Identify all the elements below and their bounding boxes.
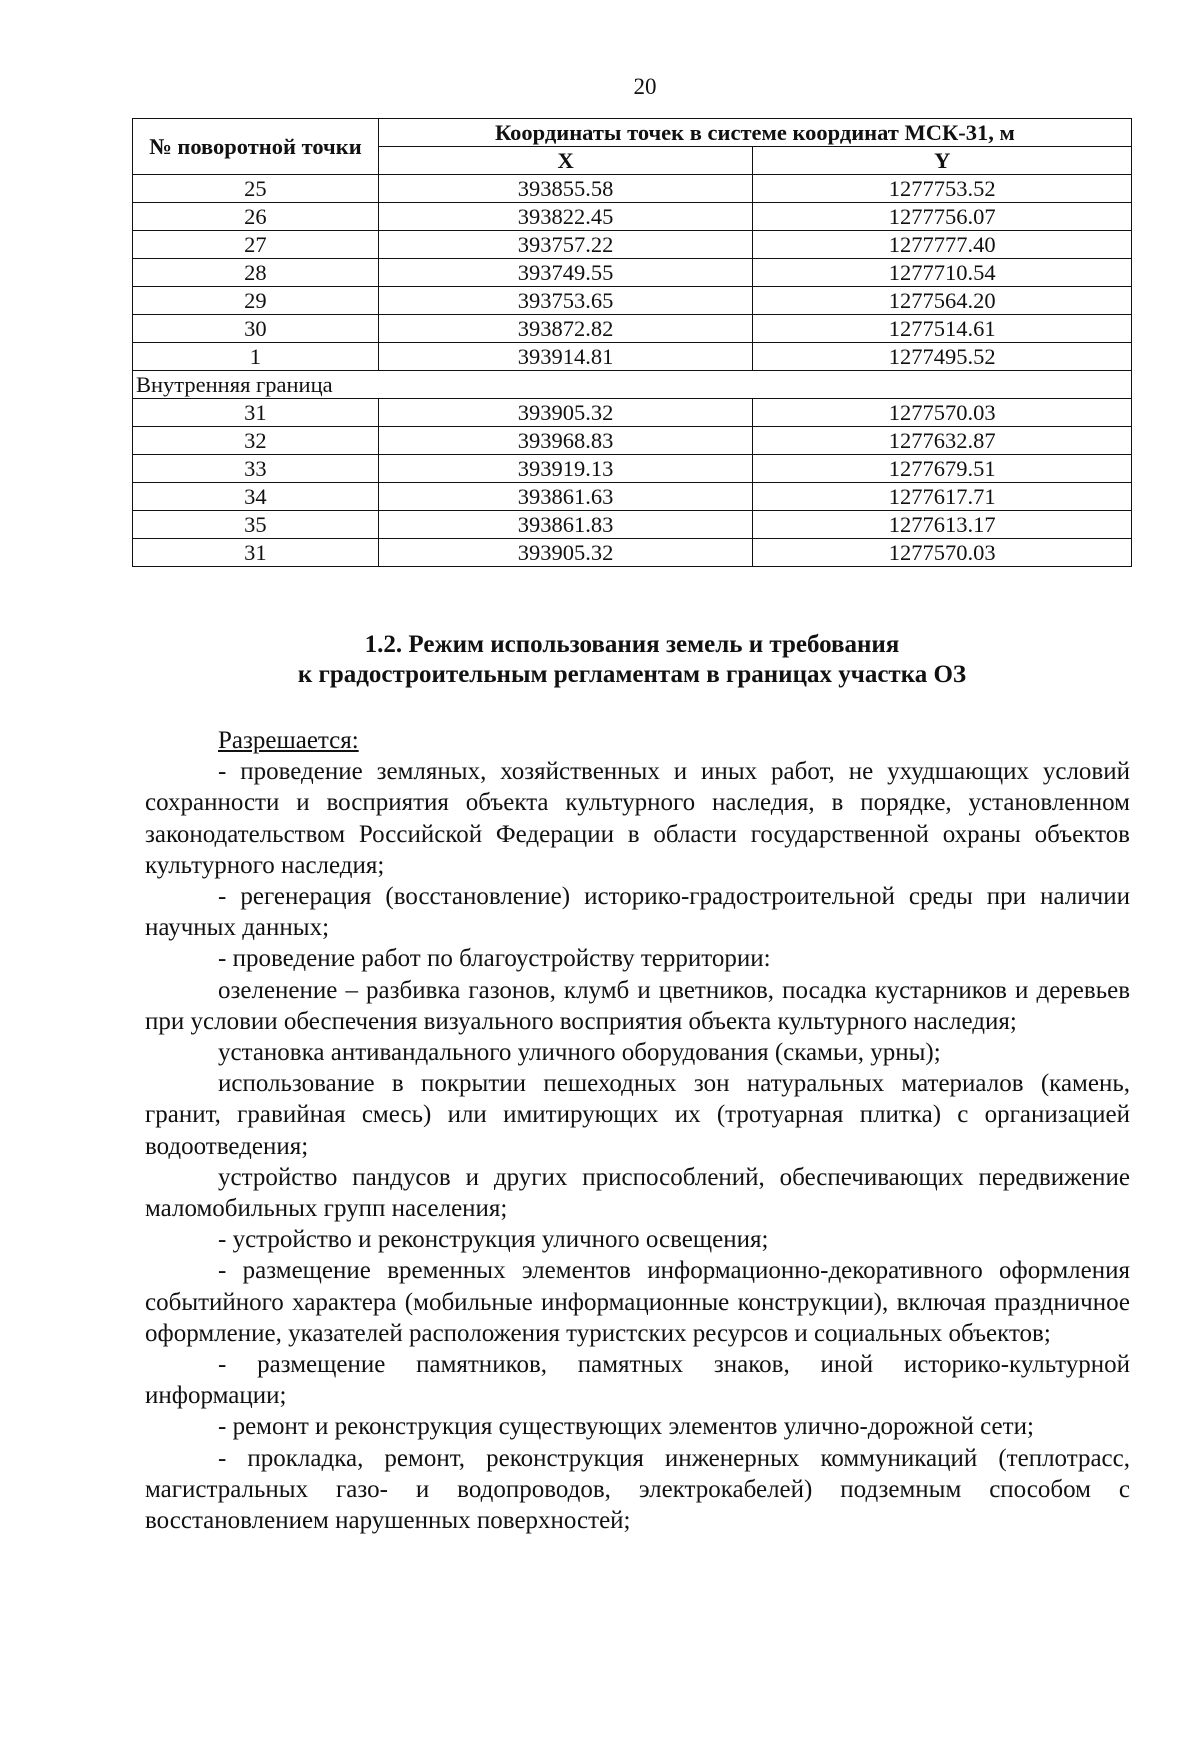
table-row bbox=[133, 427, 1132, 455]
paragraph: - проведение работ по благоустройству территории: bbox=[218, 945, 771, 973]
cell-point: 25 bbox=[133, 175, 379, 203]
cell-y: 1277710.54 bbox=[753, 259, 1132, 287]
cell-y: 1277570.03 bbox=[753, 539, 1132, 567]
paragraph: - ремонт и реконструкция существующих элементов улично-дорожной сети; bbox=[218, 1413, 1034, 1441]
cell-x: 393905.32 bbox=[378, 539, 753, 567]
header-x: X bbox=[378, 147, 753, 175]
cell-point: 31 bbox=[133, 399, 379, 427]
cell-x: 393914.81 bbox=[378, 343, 753, 371]
cell-point: 31 bbox=[133, 539, 379, 567]
section-title-line: 1.2. Режим использования земель и требования bbox=[364, 631, 900, 658]
section-title bbox=[132, 630, 1132, 690]
cell-y: 1277679.51 bbox=[753, 455, 1132, 483]
cell-point: 30 bbox=[133, 315, 379, 343]
cell-x: 393749.55 bbox=[378, 259, 753, 287]
cell-x: 393861.63 bbox=[378, 483, 753, 511]
paragraph: - проведение земляных, хозяйственных и иных работ, не ухудшающих условий сохранности и восприятия объекта культурного наследия, в порядке, установленном законодательством Российской Федерации в области государственной охраны объектов культурного наследия; bbox=[145, 758, 1130, 879]
cell-y: 1277756.07 bbox=[753, 203, 1132, 231]
paragraph: озеленение – разбивка газонов, клумб и цветников, посадка кустарников и деревьев при условии обеспечения визуального восприятия объекта культурного наследия; bbox=[145, 976, 1130, 1035]
table-row bbox=[133, 175, 1132, 203]
body-text bbox=[145, 725, 1130, 1536]
paragraph: - прокладка, ремонт, реконструкция инженерных коммуникаций (теплотрасс, магистральных газо- и водопроводов, электрокабелей) подземным способом с восстановлением нарушенных поверхностей; bbox=[145, 1444, 1130, 1535]
cell-y: 1277570.03 bbox=[753, 399, 1132, 427]
cell-y: 1277613.17 bbox=[753, 511, 1132, 539]
table-row bbox=[133, 539, 1132, 567]
cell-point: 34 bbox=[133, 483, 379, 511]
cell-y: 1277777.40 bbox=[753, 231, 1132, 259]
cell-point: 29 bbox=[133, 287, 379, 315]
section-title-line: к градостроительным регламентам в границах участка ОЗ bbox=[297, 661, 967, 688]
page-number: 20 bbox=[633, 74, 657, 99]
paragraph: устройство пандусов и других приспособлений, обеспечивающих передвижение маломобильных групп населения; bbox=[145, 1163, 1130, 1223]
table-row bbox=[133, 315, 1132, 343]
permitted-heading: Разрешается: bbox=[218, 727, 359, 754]
cell-x: 393861.83 bbox=[378, 511, 753, 539]
table-group-row bbox=[133, 371, 1132, 399]
header-y: Y bbox=[753, 147, 1132, 175]
cell-x: 393753.65 bbox=[378, 287, 753, 315]
cell-point: 32 bbox=[133, 427, 379, 455]
cell-x: 393757.22 bbox=[378, 231, 753, 259]
paragraph: - размещение памятников, памятных знаков, иной историко-культурной информации; bbox=[145, 1351, 1130, 1410]
paragraph: - регенерация (восстановление) историко-градостроительной среды при наличии научных данных; bbox=[145, 883, 1130, 942]
cell-y: 1277617.71 bbox=[753, 483, 1132, 511]
inner-boundary-label: Внутренняя граница bbox=[133, 371, 1132, 399]
cell-x: 393968.83 bbox=[378, 427, 753, 455]
table-row bbox=[133, 399, 1132, 427]
coordinates-table bbox=[132, 118, 1132, 567]
cell-point: 28 bbox=[133, 259, 379, 287]
cell-x: 393872.82 bbox=[378, 315, 753, 343]
table-row bbox=[133, 231, 1132, 259]
table-row bbox=[133, 483, 1132, 511]
paragraph: использование в покрытии пешеходных зон натуральных материалов (камень, гранит, гравийная смесь) или имитирующих их (тротуарная плитка) с организацией водоотведения; bbox=[145, 1070, 1130, 1160]
cell-x: 393919.13 bbox=[378, 455, 753, 483]
cell-point: 33 bbox=[133, 455, 379, 483]
table-row bbox=[133, 203, 1132, 231]
header-coordinates: Координаты точек в системе координат МСК-31, м bbox=[378, 119, 1131, 147]
cell-y: 1277564.20 bbox=[753, 287, 1132, 315]
table-row bbox=[133, 455, 1132, 483]
table-row bbox=[133, 343, 1132, 371]
paragraph: установка антивандального уличного оборудования (скамьи, урны); bbox=[218, 1039, 941, 1067]
cell-y: 1277514.61 bbox=[753, 315, 1132, 343]
cell-point: 35 bbox=[133, 511, 379, 539]
table-row bbox=[133, 511, 1132, 539]
cell-x: 393855.58 bbox=[378, 175, 753, 203]
cell-y: 1277495.52 bbox=[753, 343, 1132, 371]
table-row bbox=[133, 287, 1132, 315]
cell-point: 27 bbox=[133, 231, 379, 259]
cell-x: 393905.32 bbox=[378, 399, 753, 427]
table-row bbox=[133, 259, 1132, 287]
cell-y: 1277753.52 bbox=[753, 175, 1132, 203]
paragraph: - размещение временных элементов информационно-декоративного оформления событийного характера (мобильные информационные конструкции), включая праздничное оформление, указателей расположения туристских ресурсов и социальных объектов; bbox=[145, 1257, 1130, 1347]
paragraph: - устройство и реконструкция уличного освещения; bbox=[218, 1226, 769, 1254]
header-point-number: № поворотной точки bbox=[133, 119, 379, 175]
cell-y: 1277632.87 bbox=[753, 427, 1132, 455]
cell-point: 26 bbox=[133, 203, 379, 231]
cell-x: 393822.45 bbox=[378, 203, 753, 231]
cell-point: 1 bbox=[133, 343, 379, 371]
